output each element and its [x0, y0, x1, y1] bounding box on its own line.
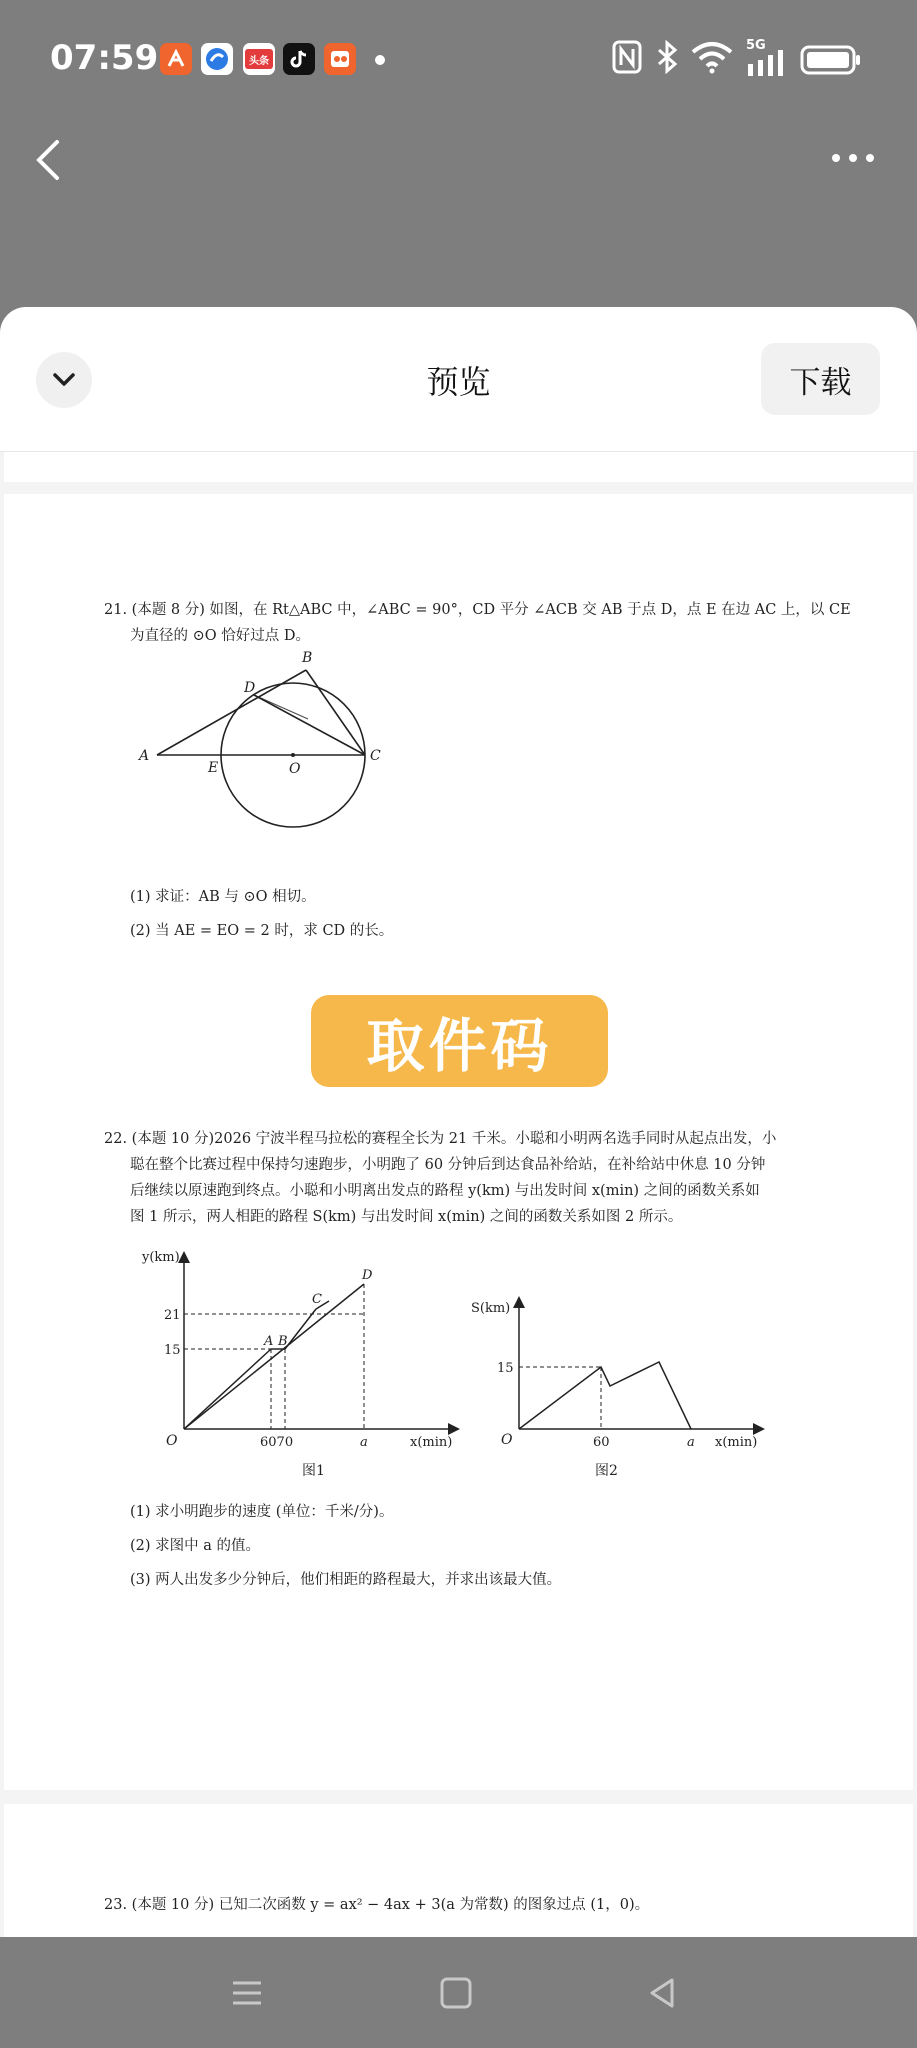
menu-lines-icon — [229, 1975, 265, 2011]
more-dots-icon — [828, 140, 878, 176]
more-notifications-dot-icon — [375, 55, 385, 65]
question-22-text: 后继续以原速跑到终点。小聪和小明离出发点的路程 y(km) 与出发时间 x(min) 之间的函数关系如 — [130, 1183, 760, 1199]
geometry-figure-q21 — [134, 649, 394, 859]
figure-caption: 图2 — [595, 1463, 618, 1479]
question-22-text: 22. (本题 10 分)2026 宁波半程马拉松的赛程全长为 21 千米。小聪和小明两名选手同时从起点出发，小 — [104, 1131, 777, 1147]
question-22-part-1: (1) 求小明跑步的速度 (单位：千米/分)。 — [130, 1504, 394, 1520]
wifi-icon — [690, 40, 734, 74]
document-viewer[interactable] — [0, 452, 917, 1937]
point-label-d: D — [244, 680, 256, 696]
document-page — [4, 494, 913, 1790]
x-tick-60-70: 6070 — [260, 1435, 294, 1450]
document-page — [4, 1804, 913, 1937]
sheet-title: 预览 — [426, 363, 491, 401]
signal-icon — [746, 50, 786, 76]
question-22-text: 图 1 所示，两人相距的路程 S(km) 与出发时间 x(min) 之间的函数关系如图 2 所示。 — [130, 1209, 683, 1225]
x-tick-a: a — [360, 1435, 368, 1450]
question-21-part-1: (1) 求证：AB 与 ⊙O 相切。 — [130, 889, 316, 905]
chevron-left-icon — [25, 130, 75, 190]
bluetooth-icon — [655, 40, 679, 74]
y-tick-15: 15 — [164, 1343, 181, 1358]
tiktok-app-icon — [283, 43, 315, 75]
y-tick-15: 15 — [497, 1361, 514, 1376]
point-label-b: B — [302, 650, 313, 666]
origin-label: O — [501, 1432, 513, 1448]
app-notification-icon — [160, 43, 192, 75]
point-label-o: O — [289, 761, 301, 777]
question-21-text: 为直径的 ⊙O 恰好过点 D。 — [130, 628, 310, 644]
app-notification-icon — [201, 43, 233, 75]
y-axis-label: S(km) — [471, 1301, 511, 1316]
point-label-a: A — [139, 748, 150, 764]
origin-label: O — [166, 1433, 178, 1449]
battery-icon — [800, 44, 862, 76]
back-button[interactable] — [25, 130, 75, 190]
x-axis-label: x(min) — [410, 1435, 453, 1450]
question-22-part-3: (3) 两人出发多少分钟后，他们相距的路程最大，并求出该最大值。 — [130, 1572, 562, 1588]
point-label-c: C — [370, 748, 381, 764]
point-label-c: C — [312, 1292, 322, 1307]
point-label-d: D — [362, 1268, 373, 1283]
x-tick-a: a — [687, 1435, 695, 1450]
app-notification-icon — [324, 43, 356, 75]
status-bar — [0, 0, 917, 120]
point-label-a: A — [264, 1334, 274, 1349]
system-navigation-bar — [0, 1937, 917, 2048]
download-button[interactable]: 下载 — [761, 343, 880, 415]
network-type-label: 5G — [746, 38, 766, 53]
function-graph-figure-1 — [134, 1249, 464, 1489]
toutiao-app-icon: 头条 — [243, 43, 275, 75]
figure-caption: 图1 — [302, 1463, 325, 1479]
recents-button[interactable] — [217, 1963, 277, 2023]
nfc-icon — [612, 40, 642, 74]
back-nav-button[interactable] — [632, 1963, 692, 2023]
document-page — [4, 452, 913, 482]
status-time: 07:59 — [50, 38, 159, 78]
more-options-button[interactable] — [828, 140, 878, 176]
question-21-part-2: (2) 当 AE = EO = 2 时，求 CD 的长。 — [130, 923, 394, 939]
square-icon — [438, 1975, 474, 2011]
function-graph-figure-2 — [469, 1294, 769, 1489]
home-button[interactable] — [426, 1963, 486, 2023]
point-label-b: B — [278, 1334, 288, 1349]
question-22-part-2: (2) 求图中 a 的值。 — [130, 1538, 261, 1554]
pickup-code-badge[interactable]: 取件码 — [311, 995, 608, 1087]
preview-sheet — [0, 307, 917, 1937]
x-tick-60: 60 — [593, 1435, 610, 1450]
question-23-text: 23. (本题 10 分) 已知二次函数 y = ax² − 4ax + 3(a 为常数) 的图象过点 (1，0)。 — [104, 1897, 650, 1913]
y-axis-label: y(km) — [142, 1250, 180, 1265]
question-21-text: 21. (本题 8 分) 如图，在 Rt△ABC 中，∠ABC = 90°，CD 平分 ∠ACB 交 AB 于点 D，点 E 在边 AC 上，以 CE — [104, 602, 851, 618]
triangle-back-icon — [644, 1975, 680, 2011]
point-label-e: E — [208, 760, 219, 776]
y-tick-21: 21 — [164, 1308, 181, 1323]
question-22-text: 聪在整个比赛过程中保持匀速跑步，小明跑了 60 分钟后到达食品补给站，在补给站中休息 10 分钟 — [130, 1157, 766, 1173]
x-axis-label: x(min) — [715, 1435, 758, 1450]
sheet-header — [0, 307, 917, 452]
